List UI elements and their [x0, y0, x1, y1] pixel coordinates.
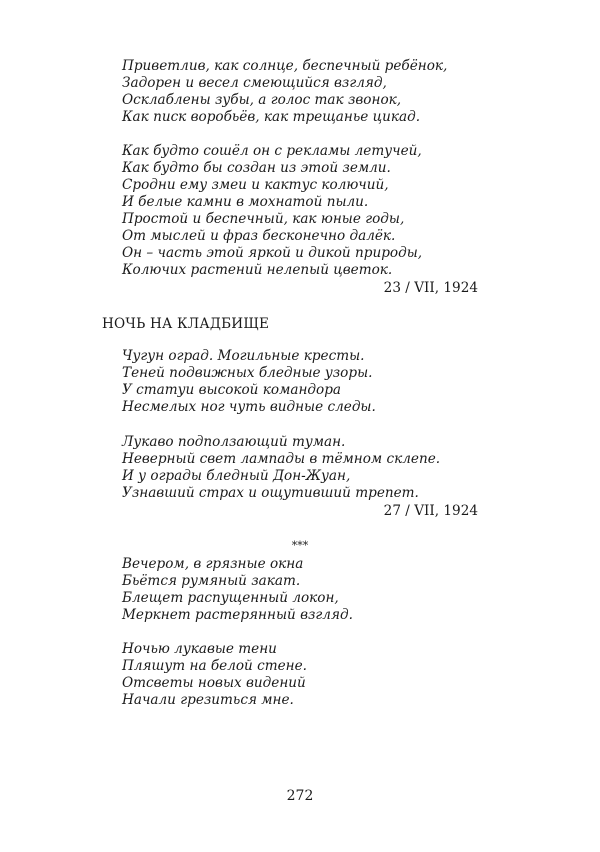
poem2-title: НОЧЬ НА КЛАДБИЩЕ: [102, 316, 270, 332]
verse-line: Как будто бы создан из этой земли.: [122, 160, 391, 176]
verse-line: Чугун оград. Могильные кресты.: [122, 348, 365, 364]
verse-line: У статуи высокой командора: [122, 382, 342, 398]
verse-line: Колючих растений нелепый цветок.: [122, 262, 393, 278]
poem1-stanza2: [122, 143, 422, 279]
verse-line: Теней подвижных бледные узоры.: [122, 365, 373, 381]
poem1-date: 23 / VII, 1924: [383, 280, 478, 296]
verse-line: Меркнет растерянный взгляд.: [122, 607, 353, 623]
verse-line: Он – часть этой яркой и дикой природы,: [122, 245, 423, 261]
verse-line: Приветлив, как солнце, беспечный ребёнок,: [122, 58, 448, 74]
verse-line: Вечером, в грязные окна: [122, 556, 304, 572]
verse-line: Узнавший страх и ощутивший трепет.: [122, 485, 419, 501]
verse-line: От мыслей и фраз бесконечно далёк.: [122, 228, 396, 244]
verse-line: Как будто сошёл он с рекламы летучей,: [122, 143, 422, 159]
verse-line: Неверный свет лампады в тёмном склепе.: [122, 451, 441, 467]
verse-line: И белые камни в мохнатой пыли.: [122, 194, 369, 210]
verse-line: Ночью лукавые тени: [122, 641, 277, 657]
poem2-stanza1: [122, 348, 376, 416]
verse-line: Простой и беспечный, как юные годы,: [122, 211, 405, 227]
verse-line: Как писк воробьёв, как трещанье цикад.: [122, 109, 421, 125]
poem3-stanza2: [122, 641, 307, 709]
verse-line: Осклаблены зубы, а голос так звонок,: [122, 92, 402, 108]
verse-line: Пляшут на белой стене.: [122, 658, 307, 674]
verse-line: Сродни ему змеи и кактус колючий,: [122, 177, 389, 193]
verse-line: Лукаво подползающий туман.: [122, 434, 346, 450]
poem2-stanza2: [122, 434, 440, 502]
poem1-stanza1: [122, 58, 447, 126]
verse-line: Задорен и весел смеющийся взгляд,: [122, 75, 387, 91]
section-separator: ***: [291, 539, 309, 552]
verse-line: Отсветы новых видений: [122, 675, 306, 691]
page-number: 272: [286, 788, 314, 804]
poem2-date: 27 / VII, 1924: [383, 503, 478, 519]
poem3-stanza1: [122, 556, 353, 624]
verse-line: Бьётся румяный закат.: [122, 573, 301, 589]
verse-line: Несмелых ног чуть видные следы.: [122, 399, 376, 415]
verse-line: Начали грезиться мне.: [122, 692, 294, 708]
verse-line: Блещет распущенный локон,: [122, 590, 339, 606]
verse-line: И у ограды бледный Дон-Жуан,: [122, 468, 351, 484]
